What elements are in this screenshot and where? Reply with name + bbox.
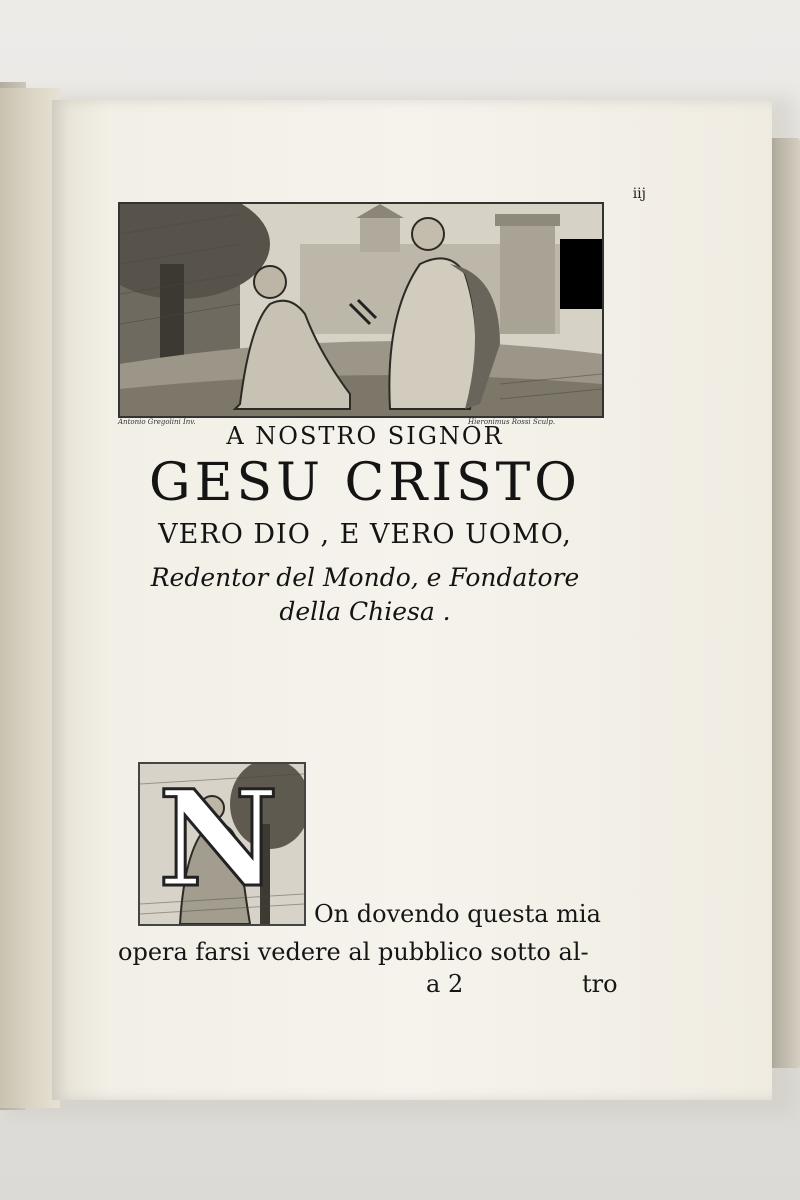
dedication-title: GESU CRISTO	[149, 453, 581, 513]
body-text-line-1: On dovendo questa mia	[314, 900, 601, 928]
initial-letter: N	[158, 762, 279, 917]
dedication-line-1: A NOSTRO SIGNOR	[226, 422, 504, 450]
decorated-initial	[138, 762, 306, 926]
engraving-christ-giving-keys	[118, 202, 604, 418]
dedication-line-4: Redentor del Mondo, e Fondatore	[150, 563, 580, 592]
engraver-signature-right: Hieronimus Rossi Sculp.	[468, 418, 556, 426]
dedication-line-3: VERO DIO , E VERO UOMO,	[158, 519, 572, 550]
signature-mark: a 2	[426, 970, 464, 998]
dedication-line-5: della Chiesa .	[279, 597, 451, 626]
folio-number: iij	[632, 186, 646, 202]
catchword: tro	[582, 970, 618, 998]
body-text-line-2: opera farsi vedere al pubblico sotto al-	[118, 938, 589, 966]
engraver-signature-left: Antonio Gregolini Inv.	[118, 418, 196, 426]
